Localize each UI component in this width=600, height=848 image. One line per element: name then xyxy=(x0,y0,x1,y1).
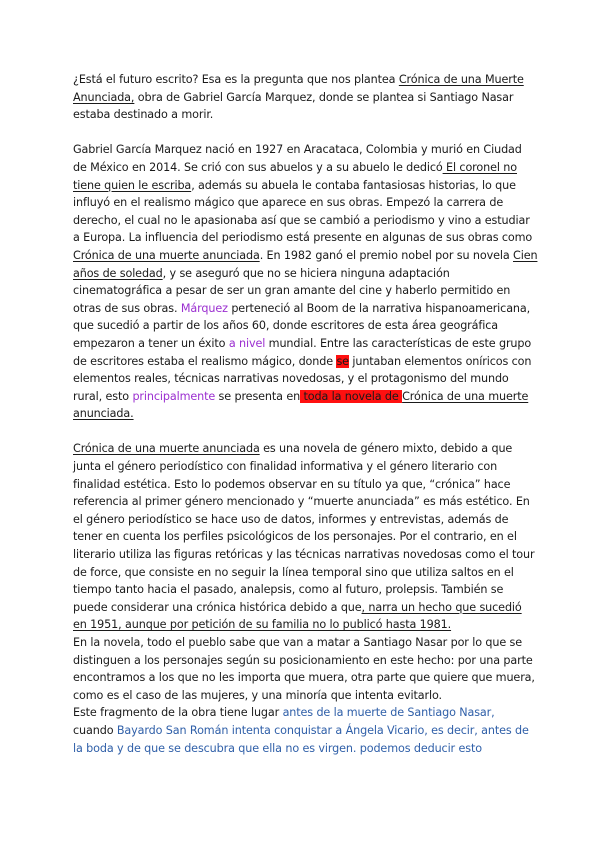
text-run: es una novela de género mixto, debido a que junta el género periodístico con finalidad informativa y el género literario con finalidad estética. Esto lo podemos observar en su título ya que, “crónica” hace referencia al primer género mencionado y “muerte anunciada” es más estético. En el género periodístico se hace uso de datos, informes y entrevistas, además de tener en cuenta los perfiles psicológicos de los personajes. Por el contrario, en el literario utiliza las figuras retóricas y las técnicas narrativas novedosas como el tour de force, que consiste en no seguir la línea temporal sino que utiliza saltos en el tiempo tanto hacia el pasado, analepsis, como al futuro, prolepsis. También se puede considerar una crónica histórica debido a que xyxy=(73,442,535,614)
text-run: juntaban elementos oníricos con elementos reales, técnicas narrativas novedosas, y el protagonismo del mundo rural, esto xyxy=(73,354,532,403)
text-run: se presenta en xyxy=(215,389,301,403)
paragraph-gap xyxy=(73,124,538,142)
book-title-underlined: Cien años de soledad xyxy=(73,248,538,280)
paragraph-characters xyxy=(73,634,538,704)
text-run: , y se aseguró que no se hiciera ninguna adaptación cinematográfica a pesar de ser un gran amante del cine y haberlo permitido en otras de sus obras. xyxy=(73,266,511,315)
comment-marked-text: a nivel xyxy=(228,336,266,350)
text-run: ¿Está el futuro escrito? Esa es la pregunta que nos plantea xyxy=(73,73,399,86)
highlighted-text: se xyxy=(336,354,349,368)
book-title-underlined: Crónica de una muerte anunciada xyxy=(73,248,260,262)
paragraph-fragment xyxy=(73,704,538,757)
highlighted-text: toda la novela de xyxy=(300,389,403,403)
comment-marked-text: Márquez xyxy=(180,301,228,315)
comment-marked-text: principalmente xyxy=(132,389,216,403)
text-run: Gabriel García Marquez nació en 1927 en Aracataca, Colombia y murió en Ciudad de México en 2014. Se crió con sus abuelos y a su abuelo le dedicó xyxy=(73,143,522,174)
paragraph-genre xyxy=(73,440,538,634)
underlined-text: , narra un hecho que sucedió en 1951, aunque por petición de su familia no lo publicó hasta 1981. xyxy=(73,600,522,632)
blue-text: Bayardo San Román intenta conquistar a Ángela Vicario, es decir, antes de la boda y de que se descubra que ella no es virgen. podemos deducir esto xyxy=(73,723,529,755)
text-run: cuando xyxy=(73,723,117,737)
book-title-underlined: Crónica de una muerte anunciada xyxy=(73,442,260,456)
text-run: En la novela, todo el pueblo sabe que van a matar a Santiago Nasar por lo que se distinguen a los personajes según su posicionamiento en este hecho: por una parte encontramos a los que no les importa que muera, otra parte que quiere que muera, como es el caso de las mujeres, y una minoría que intenta evitarlo. xyxy=(73,636,535,702)
paragraph-intro xyxy=(73,71,538,124)
text-run: obra de Gabriel García Marquez, donde se plantea si Santiago Nasar estaba destinado a morir. xyxy=(73,90,514,122)
text-run: Este fragmento de la obra tiene lugar xyxy=(73,706,283,720)
paragraph-gap xyxy=(73,423,538,441)
text-run: mundial. Entre las características de este grupo de escritores estaba el realismo mágico, donde xyxy=(73,336,532,368)
book-title-underlined: El coronel no tiene quien le escriba xyxy=(73,160,517,192)
book-title-underlined: Crónica de una muerte anunciada. xyxy=(73,389,529,421)
book-title-underlined: Crónica de una Muerte Anunciada, xyxy=(73,73,524,104)
text-run: perteneció al Boom de la narrativa hispanoamericana, que sucedió a partir de los años 60, donde escritores de esta área geográfica empezaron a tener un éxito xyxy=(73,301,531,350)
text-run: . En 1982 ganó el premio nobel por su novela xyxy=(259,248,514,262)
document-body xyxy=(73,71,538,757)
blue-text: antes de la muerte de Santiago Nasar, xyxy=(282,706,495,720)
text-run: , además su abuela le contaba fantasiosas historias, lo que influyó en el realismo mágico que aparece en sus obras. Empezó la carrera de derecho, el cual no le apasionaba así que se cambió a periodismo y vino a estudiar a Europa. La influencia del periodismo está presente en algunas de sus obras como xyxy=(73,178,533,245)
paragraph-author xyxy=(73,141,538,423)
